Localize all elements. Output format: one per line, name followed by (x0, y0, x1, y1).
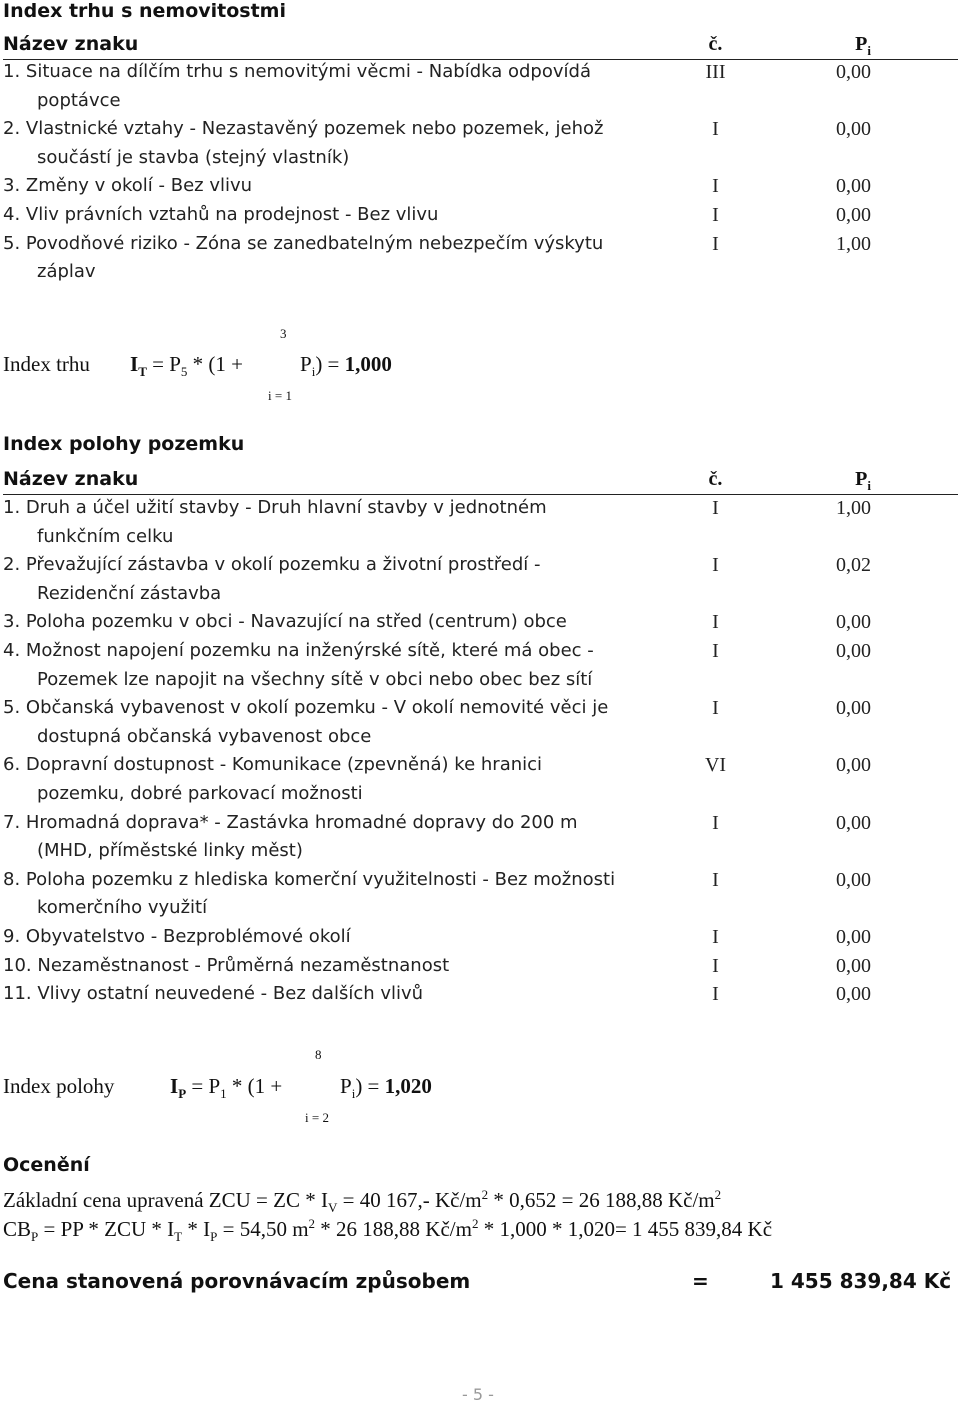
item-p-value: 0,00 (836, 204, 871, 226)
table-row (3, 866, 958, 895)
item-name-continuation: (MHD, příměstské linky měst) (37, 840, 303, 862)
item-number: I (712, 232, 719, 255)
item-name-continuation: dostupná občanská vybavenost obce (37, 725, 372, 747)
item-name: 1. Druh a účel užití stavby - Druh hlavní stavby v jednotném (3, 497, 547, 518)
header-number: č. (708, 33, 723, 55)
table-row (3, 923, 958, 952)
formula-label: Index polohy (3, 1074, 115, 1098)
item-name: 8. Poloha pozemku z hlediska komerční využitelnosti - Bez možnosti (3, 868, 616, 890)
valuation-title: Ocenění (3, 1154, 90, 1176)
item-number: I (712, 611, 719, 634)
item-number: I (712, 204, 719, 226)
page-number: - 5 - (462, 1385, 494, 1404)
item-p-value: 1,00 (836, 497, 871, 519)
item-p-value: 0,00 (836, 640, 871, 662)
item-name: 5. Povodňové riziko - Zóna se zanedbatelným nebezpečím výskytu (3, 232, 604, 254)
item-number: I (712, 926, 719, 948)
item-number: III (705, 61, 726, 83)
item-p-value: 0,00 (836, 175, 871, 198)
item-number: VI (704, 754, 727, 777)
sum-lower-limit: i = 2 (305, 1110, 329, 1125)
item-p-value: 0,00 (836, 754, 871, 777)
table-row (3, 115, 958, 144)
table-row (3, 494, 958, 523)
table-header (3, 465, 958, 495)
final-price-equals: = (692, 1269, 709, 1293)
item-name-continuation: záplav (37, 261, 96, 283)
header-number: č. (708, 468, 723, 490)
item-name: 5. Občanská vybavenost v okolí pozemku - V okolí nemovité věci je (3, 697, 609, 719)
item-p-value: 0,00 (836, 954, 871, 977)
item-p-value: 1,00 (836, 232, 871, 255)
item-name-continuation: Rezidenční zástavba (37, 582, 222, 604)
market-index-formula: $I_T = P_5 * (1$ + (130, 352, 243, 380)
item-number: I (712, 118, 719, 141)
item-name: 4. Vliv právních vztahů na prodejnost - Bez vlivu (3, 204, 439, 225)
item-name: 3. Poloha pozemku v obci - Navazující na střed (centrum) obce (3, 611, 567, 633)
base-price-line: Základní cena upravená ZCU = ZC * $I_V = 40$ 167,- $Kč/m^2 * 0,652 = 26$ 188,88 $Kč/m^2$ (3, 1187, 722, 1216)
item-p-value: 0,02 (836, 554, 871, 577)
table-row (3, 980, 958, 1009)
market-index-formula-sum: $P_i) = 1,000$ (300, 352, 392, 380)
item-p-value: 0,00 (836, 611, 871, 634)
location-index-formula: $I_P = P_1 * (1$ + (170, 1074, 283, 1102)
item-number: I (712, 175, 719, 198)
formula-label: Index trhu (3, 352, 90, 376)
table-row (3, 751, 958, 780)
table-row (3, 201, 958, 230)
item-name-continuation: poptávce (37, 89, 121, 111)
item-number: I (712, 954, 719, 977)
header-p: $P_i$ (855, 33, 871, 58)
item-number: I (712, 983, 719, 1006)
table-row (3, 637, 958, 666)
table-row (3, 809, 958, 838)
sum-upper-limit: 8 (315, 1047, 322, 1062)
location-index-formula-sum: $P_i) = 1,020$ (340, 1074, 432, 1102)
table-row (3, 608, 958, 637)
item-number: I (712, 868, 719, 891)
sum-lower-limit: i = 1 (268, 388, 292, 403)
section-title-location-index: Index polohy pozemku (3, 433, 245, 455)
item-number: I (712, 497, 719, 519)
item-number: I (712, 554, 719, 577)
item-number: I (712, 811, 719, 834)
item-number: I (712, 697, 719, 720)
table-header (3, 30, 958, 60)
item-name: 11. Vlivy ostatní neuvedené - Bez dalších vlivů (3, 983, 424, 1005)
final-price-label: Cena stanovená porovnávacím způsobem (3, 1269, 471, 1293)
price-calculation-line: $CB_P$ = PP * ZCU * $I_T * I_P = 54,50$ $m^2 * 26$ 188,88 $Kč/m^2 * 1,000 * 1,020= 1$ 455 839,84 Kč (3, 1216, 773, 1245)
table-row (3, 551, 958, 580)
section-title-market-index: Index trhu s nemovitostmi (3, 0, 286, 22)
item-p-value: 0,00 (836, 697, 871, 720)
item-p-value: 0,00 (836, 868, 871, 891)
final-price-value: 1 455 839,84 Kč (770, 1269, 952, 1293)
header-name: Název znaku (3, 33, 139, 55)
table-row (3, 230, 958, 259)
item-p-value: 0,00 (836, 926, 871, 948)
item-name: 2. Převažující zástavba v okolí pozemku a životní prostředí - (3, 554, 541, 576)
item-p-value: 0,00 (836, 811, 871, 834)
item-p-value: 0,00 (836, 61, 871, 83)
table-row (3, 172, 958, 201)
item-name: 6. Dopravní dostupnost - Komunikace (zpevněná) ke hranici (3, 754, 543, 776)
item-name: 7. Hromadná doprava* - Zastávka hromadné dopravy do 200 m (3, 811, 578, 833)
item-name-continuation: funkčním celku (37, 525, 174, 547)
item-name: 2. Vlastnické vztahy - Nezastavěný pozemek nebo pozemek, jehož (3, 118, 604, 140)
header-name: Název znaku (3, 468, 139, 490)
item-name: 9. Obyvatelstvo - Bezproblémové okolí (3, 926, 351, 947)
item-name-continuation: pozemku, dobré parkovací možnosti (37, 783, 363, 804)
header-p: $P_i$ (855, 468, 871, 493)
item-p-value: 0,00 (836, 983, 871, 1006)
item-p-value: 0,00 (836, 118, 871, 141)
item-name: 1. Situace na dílčím trhu s nemovitými věcmi - Nabídka odpovídá (3, 61, 591, 82)
table-row (3, 952, 958, 981)
item-name-continuation: komerčního využití (37, 897, 208, 919)
item-name-continuation: součástí je stavba (stejný vlastník) (37, 146, 350, 168)
item-name: 10. Nezaměstnanost - Průměrná nezaměstnanost (3, 954, 450, 976)
item-number: I (712, 640, 719, 662)
table-row (3, 694, 958, 723)
item-name-continuation: Pozemek lze napojit na všechny sítě v obci nebo obec bez sítí (37, 668, 593, 690)
item-name: 3. Změny v okolí - Bez vlivu (3, 175, 253, 197)
item-name: 4. Možnost napojení pozemku na inženýrské sítě, které má obec - (3, 640, 594, 661)
sum-upper-limit: 3 (280, 326, 287, 341)
table-row (3, 58, 958, 87)
